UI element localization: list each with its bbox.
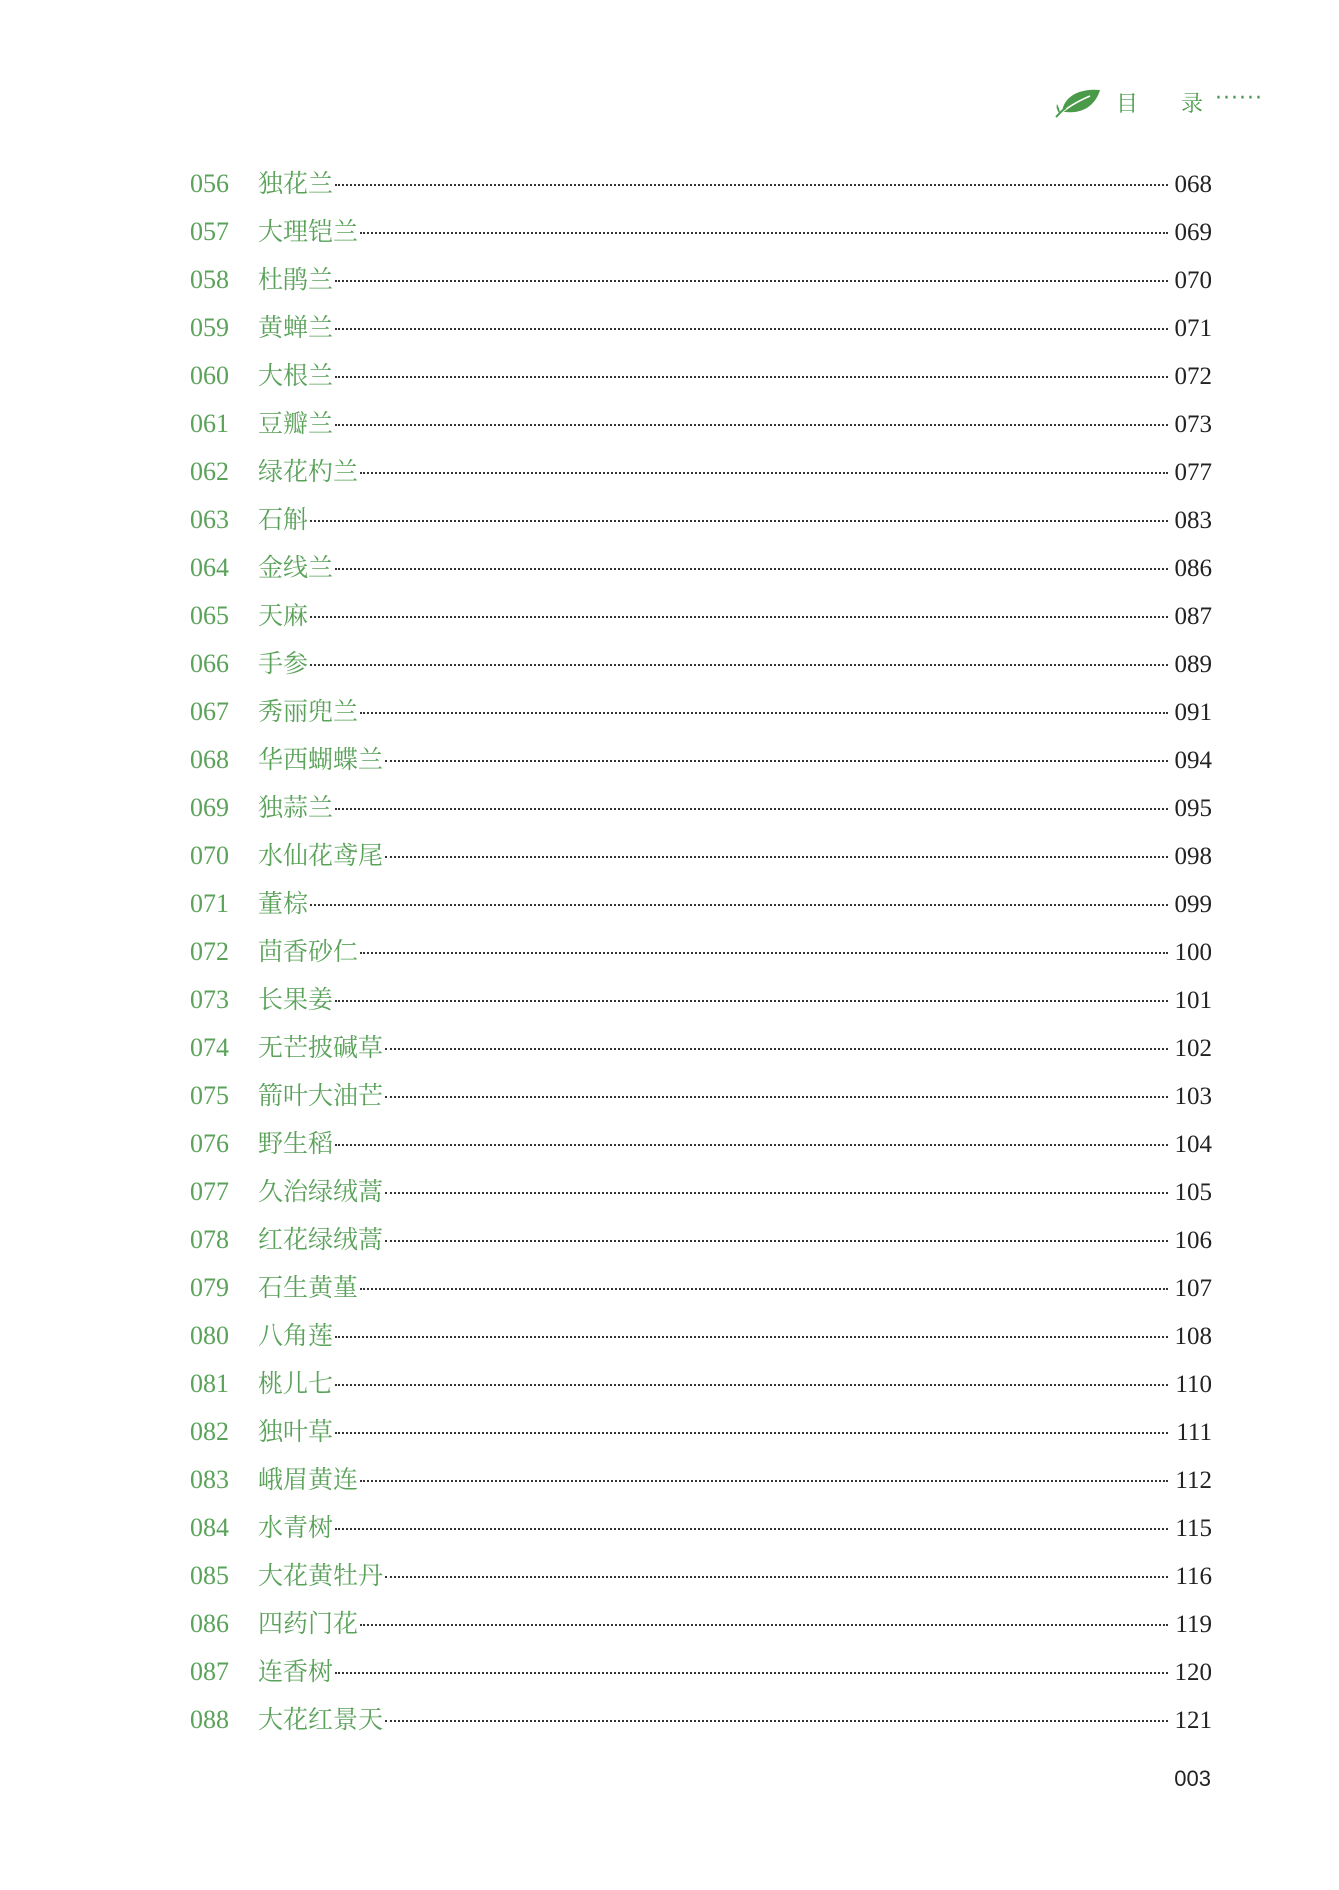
toc-entry-title: 久治绿绒蒿 — [258, 1177, 384, 1206]
toc-entry-title: 大花黄牡丹 — [258, 1561, 384, 1590]
dot-leader — [360, 712, 1168, 714]
dot-leader — [360, 232, 1168, 234]
toc-entry-number: 057 — [190, 217, 229, 246]
toc-entry-page: 121 — [1174, 1707, 1212, 1734]
toc-entry-page: 086 — [1174, 555, 1212, 582]
dot-leader — [385, 1048, 1168, 1050]
toc-entry-number: 063 — [190, 505, 229, 534]
dot-leader — [310, 904, 1168, 906]
page-number: 003 — [1174, 1766, 1211, 1791]
toc-entry-title: 四药门花 — [258, 1609, 359, 1638]
toc-entry[interactable] — [190, 1264, 1212, 1312]
toc-entry-title: 石生黄堇 — [258, 1273, 359, 1302]
toc-entry[interactable] — [190, 1408, 1212, 1456]
toc-entry-number: 065 — [190, 601, 229, 630]
toc-entry-title: 桃儿七 — [258, 1369, 334, 1398]
toc-entry-title: 大花红景天 — [258, 1705, 384, 1734]
toc-entry[interactable] — [190, 880, 1212, 928]
toc-entry-number: 062 — [190, 457, 229, 486]
toc-entry-title: 手参 — [258, 649, 309, 678]
toc-entry-page: 102 — [1174, 1035, 1212, 1062]
toc-entry-page: 077 — [1174, 459, 1212, 486]
toc-entry-number: 068 — [190, 745, 229, 774]
toc-entry-page: 095 — [1174, 795, 1212, 822]
toc-entry[interactable] — [190, 208, 1212, 256]
toc-entry[interactable] — [190, 256, 1212, 304]
dot-leader — [335, 1384, 1168, 1386]
toc-entry-number: 075 — [190, 1081, 229, 1110]
toc-entry-number: 083 — [190, 1465, 229, 1494]
toc-entry-title: 大根兰 — [258, 361, 334, 390]
toc-entry-number: 061 — [190, 409, 229, 438]
toc-entry-page: 087 — [1174, 603, 1212, 630]
toc-entry-number: 072 — [190, 937, 229, 966]
toc-entry-title: 箭叶大油芒 — [258, 1081, 384, 1110]
dot-leader — [335, 1528, 1168, 1530]
dot-leader — [385, 1576, 1168, 1578]
toc-entry-page: 108 — [1174, 1323, 1212, 1350]
dot-leader — [385, 1096, 1168, 1098]
dot-leader — [335, 328, 1168, 330]
toc-entry-number: 069 — [190, 793, 229, 822]
toc-entry-number: 058 — [190, 265, 229, 294]
toc-entry-page: 116 — [1175, 1563, 1212, 1590]
toc-entry-number: 084 — [190, 1513, 229, 1542]
toc-entry-title: 独花兰 — [258, 169, 334, 198]
toc-entry[interactable] — [190, 400, 1212, 448]
toc-entry-number: 080 — [190, 1321, 229, 1350]
toc-entry-number: 059 — [190, 313, 229, 342]
dot-leader — [360, 1480, 1168, 1482]
toc-entry-number: 060 — [190, 361, 229, 390]
toc-entry[interactable] — [190, 448, 1212, 496]
dot-leader — [385, 1192, 1168, 1194]
toc-entry[interactable] — [190, 784, 1212, 832]
toc-entry-title: 独叶草 — [258, 1417, 334, 1446]
toc-entry-page: 072 — [1174, 363, 1212, 390]
toc-entry-page: 110 — [1175, 1371, 1212, 1398]
toc-entry-number: 085 — [190, 1561, 229, 1590]
toc-entry-number: 066 — [190, 649, 229, 678]
toc-entry-number: 077 — [190, 1177, 229, 1206]
toc-entry-page: 073 — [1174, 411, 1212, 438]
toc-entry-title: 水青树 — [258, 1513, 334, 1542]
toc-entry[interactable] — [190, 544, 1212, 592]
dot-leader — [335, 184, 1168, 186]
dot-leader — [310, 616, 1168, 618]
toc-entry[interactable] — [190, 1456, 1212, 1504]
toc-entry[interactable] — [190, 1120, 1212, 1168]
toc-entry-number: 081 — [190, 1369, 229, 1398]
toc-entry-number: 076 — [190, 1129, 229, 1158]
toc-entry-page: 107 — [1174, 1275, 1212, 1302]
toc-entry-title: 董棕 — [258, 889, 309, 918]
toc-entry-title: 独蒜兰 — [258, 793, 334, 822]
toc-entry-title: 绿花杓兰 — [258, 457, 359, 486]
toc-entry-page: 099 — [1174, 891, 1212, 918]
toc-entry-page: 089 — [1174, 651, 1212, 678]
toc-entry-title: 天麻 — [258, 601, 309, 630]
toc-entry-number: 070 — [190, 841, 229, 870]
dot-leader — [335, 1432, 1168, 1434]
toc-entry-page: 106 — [1174, 1227, 1212, 1254]
toc-entry-page: 094 — [1174, 747, 1212, 774]
table-of-contents — [190, 160, 1212, 1744]
toc-entry-page: 112 — [1175, 1467, 1212, 1494]
toc-entry-page: 069 — [1174, 219, 1212, 246]
dot-leader — [335, 280, 1168, 282]
toc-entry-page: 115 — [1175, 1515, 1212, 1542]
toc-entry-page: 100 — [1174, 939, 1212, 966]
toc-entry-title: 峨眉黄连 — [258, 1465, 359, 1494]
toc-entry-number: 074 — [190, 1033, 229, 1062]
dot-leader — [335, 424, 1168, 426]
toc-entry-page: 120 — [1174, 1659, 1212, 1686]
toc-entry-title: 华西蝴蝶兰 — [258, 745, 384, 774]
toc-entry-page: 083 — [1174, 507, 1212, 534]
dot-leader — [335, 1336, 1168, 1338]
toc-entry-page: 119 — [1175, 1611, 1212, 1638]
toc-entry[interactable] — [190, 1216, 1212, 1264]
toc-entry[interactable] — [190, 832, 1212, 880]
dot-leader — [360, 472, 1168, 474]
toc-entry-title: 杜鹃兰 — [258, 265, 334, 294]
toc-entry[interactable] — [190, 1600, 1212, 1648]
toc-entry-title: 豆瓣兰 — [258, 409, 334, 438]
toc-entry[interactable] — [190, 976, 1212, 1024]
dot-leader — [360, 952, 1168, 954]
toc-entry[interactable] — [190, 1024, 1212, 1072]
toc-entry[interactable] — [190, 640, 1212, 688]
header-title: 目 录 — [1116, 91, 1222, 117]
toc-entry[interactable] — [190, 352, 1212, 400]
toc-entry-number: 079 — [190, 1273, 229, 1302]
toc-entry[interactable] — [190, 1696, 1212, 1744]
toc-entry[interactable] — [190, 928, 1212, 976]
dot-leader — [335, 1000, 1168, 1002]
toc-entry[interactable] — [190, 1648, 1212, 1696]
toc-entry-title: 茴香砂仁 — [258, 937, 359, 966]
toc-entry-number: 087 — [190, 1657, 229, 1686]
toc-entry-title: 大理铠兰 — [258, 217, 359, 246]
toc-entry-page: 111 — [1176, 1419, 1212, 1446]
toc-entry-number: 056 — [190, 169, 229, 198]
toc-entry-title: 连香树 — [258, 1657, 334, 1686]
toc-entry[interactable] — [190, 304, 1212, 352]
toc-entry[interactable] — [190, 736, 1212, 784]
toc-entry[interactable] — [190, 1072, 1212, 1120]
toc-entry[interactable] — [190, 1168, 1212, 1216]
toc-entry-title: 八角莲 — [258, 1321, 334, 1350]
toc-entry-page: 070 — [1174, 267, 1212, 294]
toc-entry[interactable] — [190, 496, 1212, 544]
toc-entry-page: 091 — [1174, 699, 1212, 726]
toc-entry-title: 长果姜 — [258, 985, 334, 1014]
toc-entry-title: 野生稻 — [258, 1129, 334, 1158]
toc-entry-page: 105 — [1174, 1179, 1212, 1206]
toc-entry-number: 064 — [190, 553, 229, 582]
toc-entry-title: 黄蝉兰 — [258, 313, 334, 342]
header-dots: ······ — [1215, 85, 1263, 111]
dot-leader — [360, 1624, 1168, 1626]
toc-entry[interactable] — [190, 592, 1212, 640]
dot-leader — [335, 376, 1168, 378]
toc-entry[interactable] — [190, 1552, 1212, 1600]
dot-leader — [335, 808, 1168, 810]
toc-entry-number: 088 — [190, 1705, 229, 1734]
toc-entry-number: 073 — [190, 985, 229, 1014]
dot-leader — [310, 520, 1168, 522]
toc-entry[interactable] — [190, 1360, 1212, 1408]
toc-entry-page: 101 — [1174, 987, 1212, 1014]
dot-leader — [360, 1288, 1168, 1290]
toc-entry-number: 078 — [190, 1225, 229, 1254]
toc-entry-title: 水仙花鸢尾 — [258, 841, 384, 870]
toc-entry-title: 石斛 — [258, 505, 309, 534]
toc-entry-title: 秀丽兜兰 — [258, 697, 359, 726]
toc-entry[interactable] — [190, 1504, 1212, 1552]
toc-entry-number: 086 — [190, 1609, 229, 1638]
running-header — [1054, 84, 1263, 120]
dot-leader — [335, 1144, 1168, 1146]
dot-leader — [385, 1720, 1168, 1722]
toc-entry-page: 103 — [1174, 1083, 1212, 1110]
toc-entry[interactable] — [190, 688, 1212, 736]
toc-entry-page: 098 — [1174, 843, 1212, 870]
dot-leader — [385, 856, 1168, 858]
dot-leader — [385, 1240, 1168, 1242]
dot-leader — [310, 664, 1168, 666]
toc-entry-number: 067 — [190, 697, 229, 726]
toc-entry-title: 金线兰 — [258, 553, 334, 582]
toc-entry-page: 071 — [1174, 315, 1212, 342]
toc-entry[interactable] — [190, 1312, 1212, 1360]
dot-leader — [335, 568, 1168, 570]
toc-entry-page: 068 — [1174, 171, 1212, 198]
toc-entry-number: 082 — [190, 1417, 229, 1446]
toc-entry-title: 无芒披碱草 — [258, 1033, 384, 1062]
dot-leader — [385, 760, 1168, 762]
leaf-icon — [1054, 86, 1102, 118]
toc-entry-page: 104 — [1174, 1131, 1212, 1158]
toc-entry-number: 071 — [190, 889, 229, 918]
dot-leader — [335, 1672, 1168, 1674]
toc-entry-title: 红花绿绒蒿 — [258, 1225, 384, 1254]
toc-entry[interactable] — [190, 160, 1212, 208]
